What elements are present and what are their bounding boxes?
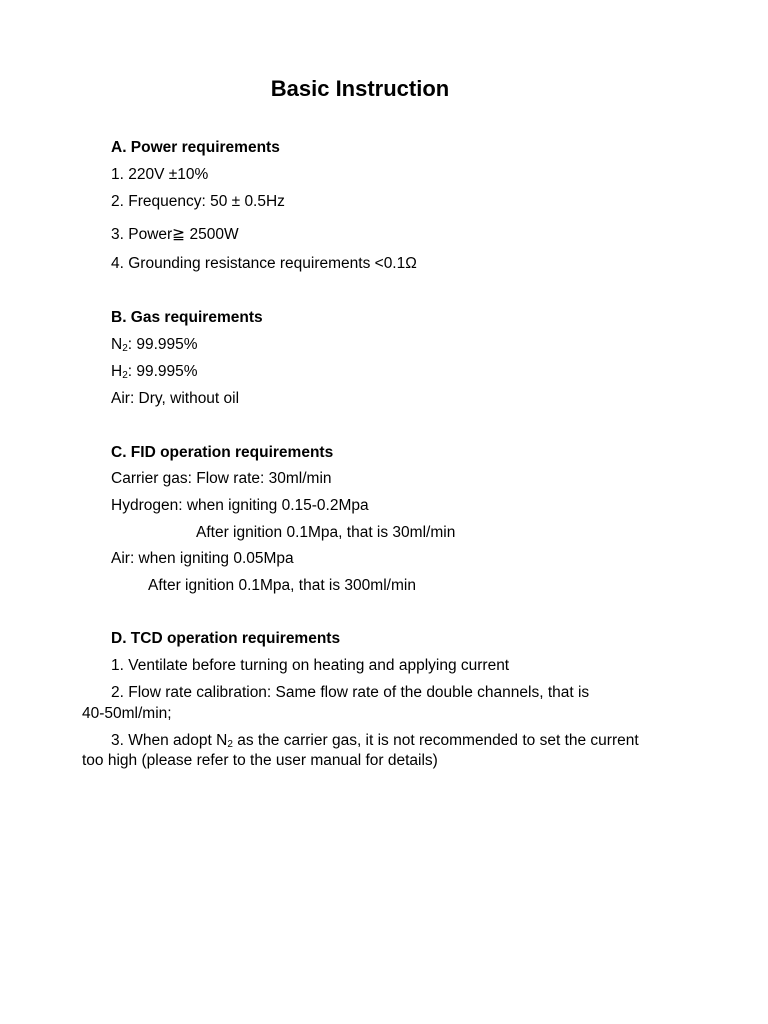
hydrogen-ignite-item: Hydrogen: when igniting 0.15-0.2Mpa (111, 497, 369, 514)
power-frequency-item: 2. Frequency: 50 ± 0.5Hz (111, 193, 285, 210)
tcd-carrier-current-continued: too high (please refer to the user manual for details) (82, 752, 438, 769)
power-voltage-item: 1. 220V ±10% (111, 166, 209, 183)
tcd-ventilate-item: 1. Ventilate before turning on heating and applying current (111, 657, 510, 674)
section-a-heading: A. Power requirements (111, 139, 280, 156)
grounding-resistance-item: 4. Grounding resistance requirements <0.1Ω (111, 255, 417, 272)
air-ignite-item: Air: when igniting 0.05Mpa (111, 550, 294, 567)
air-requirement-item: Air: Dry, without oil (111, 390, 240, 407)
air-after-ignition-item: After ignition 0.1Mpa, that is 300ml/min (148, 577, 416, 594)
section-c-heading: C. FID operation requirements (111, 444, 334, 461)
section-d-heading: D. TCD operation requirements (111, 630, 341, 647)
page-title: Basic Instruction (270, 76, 450, 101)
hydrogen-after-ignition-item: After ignition 0.1Mpa, that is 30ml/min (196, 524, 456, 541)
tcd-carrier-current-item: 3. When adopt $N_2$ as the carrier gas, it is not recommended to set the current (111, 732, 639, 750)
carrier-gas-item: Carrier gas: Flow rate: 30ml/min (111, 470, 332, 487)
power-wattage-item: 3. Power≧ 2500W (111, 226, 239, 243)
h2-purity-item: $H_2$: 99.995% (111, 363, 198, 381)
n2-purity-item: $N_2$: 99.995% (111, 336, 198, 354)
tcd-flow-calibration-continued: 40-50ml/min; (82, 705, 172, 722)
section-b-heading: B. Gas requirements (111, 309, 263, 326)
tcd-flow-calibration-item: 2. Flow rate calibration: Same flow rate of the double channels, that is (111, 684, 590, 701)
